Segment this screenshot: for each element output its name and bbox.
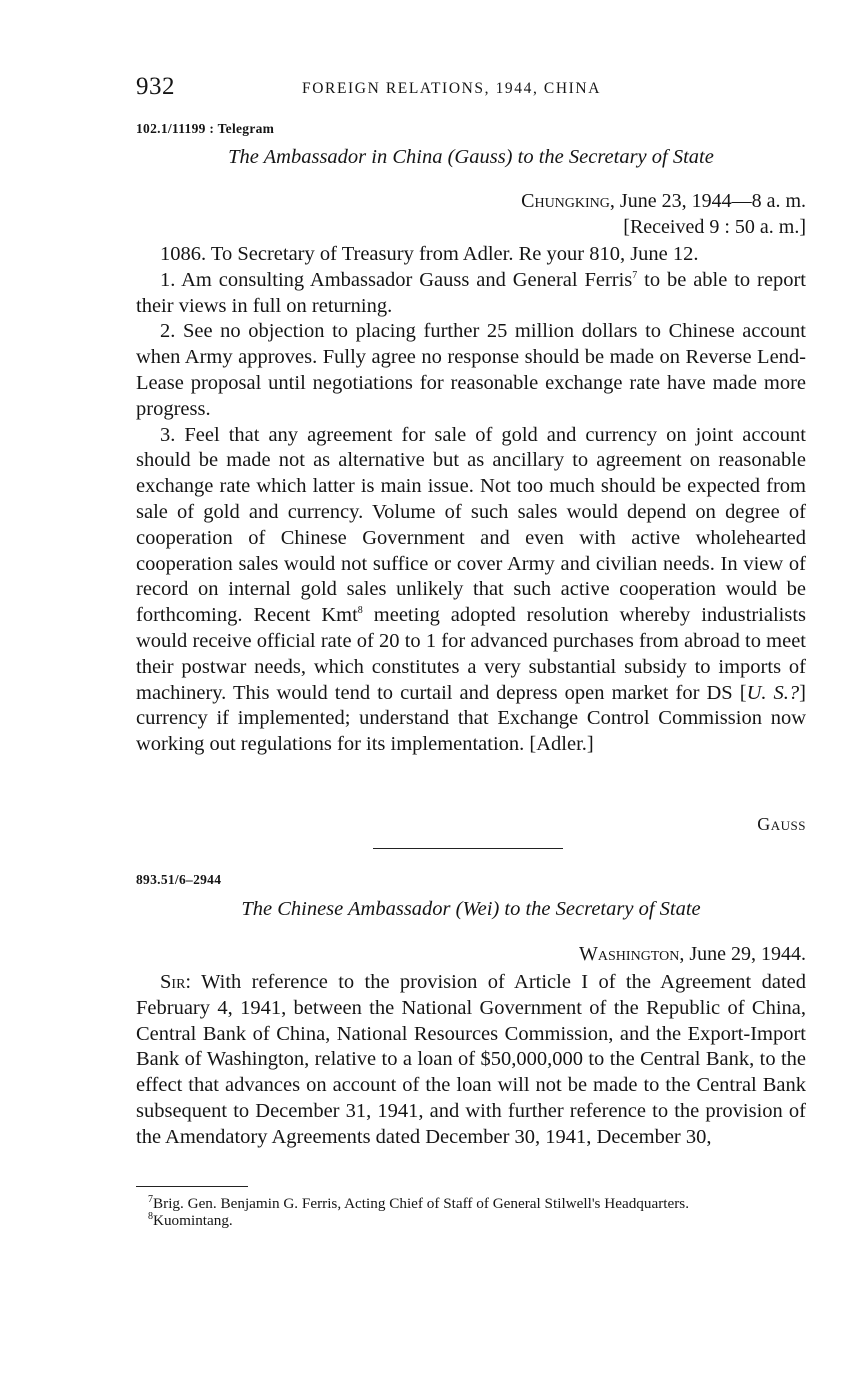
dateline-date: , June 23, 1944—8 a. m. [609,190,806,212]
paragraph-text: to be able to report their views in full on returning. [136,268,806,317]
file-number-2: 893.51/6–2944 [136,872,222,887]
paragraph: 2. See no objection to placing further 25 million dollars to Chinese account when Army approves. Fully agree no response should be made on Reverse Lend-Lease proposal until negotiations for reasonable exchange rate have made more progress. [136,320,806,420]
received-line: [Received 9 : 50 a. m.] [623,216,806,238]
paragraph: 1086. To Secretary of Treasury from Adler. Re your 810, June 12. [160,243,699,265]
footnote-ref: 7 [632,269,638,281]
paragraph-text: meeting adopted resolution whereby industrialists would receive official rate of 20 to 1 for advanced purchases from abroad to meet their postwar needs, which constitutes a very substantial subsidy to imports of machinery. This would tend to curtail and depress open market for DS [U. S.?] currency if implemented; understand that Exchange Control Commission now working out regulations for its implementation. [Adler.] [136,604,806,756]
running-title: FOREIGN RELATIONS, 1944, CHINA [302,80,602,97]
telegram-body [136,242,806,758]
paragraph [136,268,806,320]
document-title-1: The Ambassador in China (Gauss) to the Secretary of State [228,146,714,168]
footnote-mark: 7 [148,1193,153,1205]
letter-body [136,970,806,1151]
paragraph-text: 3. Feel that any agreement for sale of gold and currency on joint account should be made not as alternative but as ancillary to agreement on reasonable exchange rate which latter is main issue. Not too much should be expected from sale of gold and currency. Volume of such sales would depend on degree of cooperation of Chinese Government and even with active wholehearted cooperation sales would not suffice or cover Army and civilian needs. In view of record on internal gold sales unlikely that such active cooperation would be forthcoming. Recent Kmt [136,423,806,627]
dateline-place: Washington [579,943,680,965]
footnotes [136,1193,806,1229]
paragraph-text: : With reference to the provision of Article I of the Agreement dated February 4, 1941, between the National Government of the Republic of China, Central Bank of China, National Resources Commission, and the Export-Import Bank of Washington, relative to a loan of $50,000,000 to the Central Bank, to the effect that advances on account of the loan will not be made to the Central Bank subsequent to December 31, 1941, and with further reference to the provision of the Amendatory Agreements dated December 30, 1941, December 30, [136,971,806,1148]
document-title-2: The Chinese Ambassador (Wei) to the Secretary of State [241,898,701,920]
dateline-2 [579,941,806,967]
signer: Gauss [757,814,806,834]
dateline-place: Chungking [521,190,610,212]
dateline-date: , June 29, 1944. [679,943,806,965]
paragraph-text: 1. Am consulting Ambassador Gauss and General Ferris [160,268,633,291]
footnote-text: Brig. Gen. Benjamin G. Ferris, Acting Chief of Staff of General Stilwell's Headquarters. [153,1195,690,1212]
file-number-1: 102.1/11199 : Telegram [136,121,275,136]
footnote-text: Kuomintang. [153,1211,233,1229]
paragraph [136,970,806,1151]
paragraph [136,423,806,758]
dateline-1 [521,188,806,214]
footnote [136,1193,806,1213]
footnote-rule [136,1186,248,1187]
footnote-ref: 8 [357,605,363,617]
section-divider [373,848,563,849]
salutation: Sir [160,971,186,993]
footnote-mark: 8 [148,1210,153,1222]
page-number: 932 [136,73,175,100]
footnote [136,1210,806,1230]
